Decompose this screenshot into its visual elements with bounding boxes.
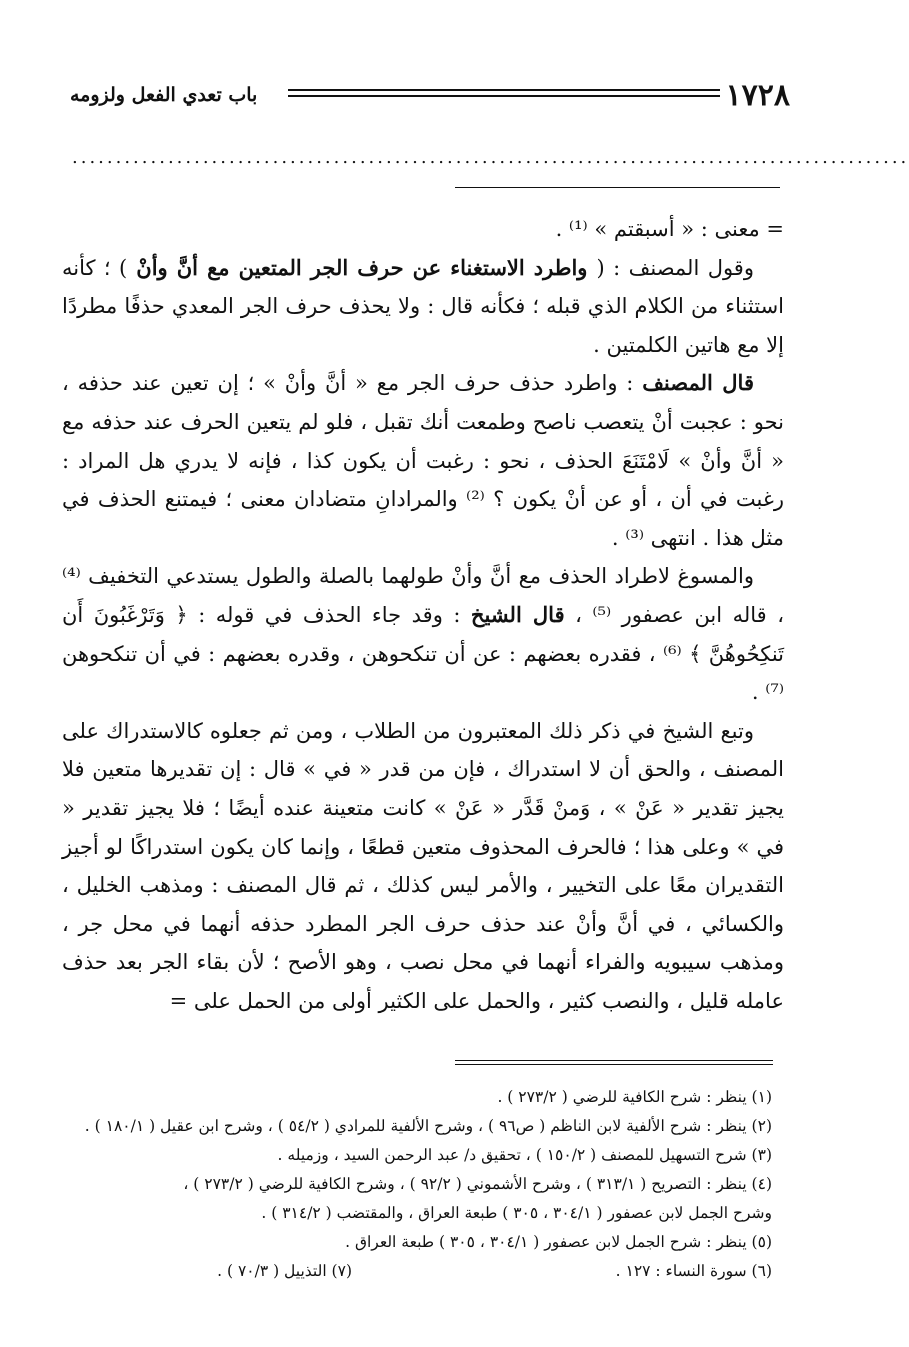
footnote-4a: (٤) ينظر : التصريح ( ٣١٣/١ ) ، وشرح الأشموني ( ٩٢/٢ ) ، وشرح الكافية للرضي ( ٢٧٣/٢ ) ،	[183, 1175, 772, 1193]
sheikh-label: قال الشيخ	[470, 601, 565, 627]
author-label: قال المصنف	[642, 370, 754, 396]
footnote-5: (٥) ينظر : شرح الجمل لابن عصفور ( ٣٠٤/١ ، ٣٠٥ ) طبعة العراق .	[345, 1233, 772, 1251]
footnote-row-6-7	[60, 1257, 772, 1286]
top-rule	[455, 187, 780, 188]
quote-commentary: ) ؛ كأنه استثناء من الكلام الذي قبله ؛ فكأنه قال : ولا يحذف حرف الجر المعدي حذفًا مطردًا إلا مع هاتين الكلمتين .	[62, 255, 784, 357]
justification-text-b: : وقد جاء الحذف في قوله : ﴿ وَتَرْغَبُونَ أَن تَنكِحُوهُنَّ ﴾ ⁽⁶⁾ ، فقدره بعضهم : عن أن تنكحوهن ، وقدره بعضهم : في أن تنكحوهن ⁽⁷⁾ .	[62, 602, 784, 705]
quoted-rule: واطرد الاستغناء عن حرف الجر المتعين مع أنَّ وأنْ	[127, 254, 597, 280]
paragraph-author-quote	[62, 249, 784, 365]
paragraph-author-statement	[62, 364, 784, 557]
paragraph-justification	[62, 557, 784, 711]
footnote-4b: وشرح الجمل لابن عصفور ( ٣٠٤/١ ، ٣٠٥ ) طبعة العراق ، والمقتضب ( ٣١٤/٢ ) .	[261, 1204, 772, 1222]
footnote-rule	[455, 1060, 773, 1065]
page-number: ١٧٢٨	[725, 78, 790, 113]
dotted-separator: ................................................................................................	[72, 147, 909, 168]
paragraph-continuation: = معنى : « أسبقتم » ⁽¹⁾ .	[555, 217, 784, 241]
author-statement-text: : واطرد حذف حرف الجر مع « أنَّ وأنْ » ؛ إن تعين عند حذفه ، نحو : عجبت أنْ يتعصب ناصح وطمعت أنك تقبل ، فلو لم يتعين الحرف عند حذفه مع « أنَّ وأنْ » لَامْتَنَعَ الحذف ، نحو : رغبت أن يكون كذا ، فإنه لا يدري هل المراد : رغبت في أن ، أو عن أنْ يكون ؟ ⁽²⁾ والمرادانِ متضادان معنى ؛ فيمتنع الحذف في مثل هذا . انتهى ⁽³⁾ .	[62, 371, 785, 550]
chapter-title: باب تعدي الفعل ولزومه	[70, 84, 258, 106]
justification-text-a: والمسوغ لاطراد الحذف مع أنَّ وأنْ طولهما بالصلة والطول يستدعي التخفيف ⁽⁴⁾ ، قاله ابن عصفور ⁽⁵⁾ ،	[62, 564, 784, 627]
footnote-1: (١) ينظر : شرح الكافية للرضي ( ٢٧٣/٢ ) .	[497, 1088, 772, 1106]
header-rule	[288, 89, 720, 97]
main-text	[62, 210, 784, 1020]
footnote-3: (٣) شرح التسهيل للمصنف ( ١٥٠/٢ ) ، تحقيق د/ عبد الرحمن السيد ، وزميله .	[277, 1146, 772, 1164]
footnotes	[60, 1083, 772, 1286]
footnote-7: (٧) التذييل ( ٧٠/٣ ) .	[217, 1262, 352, 1280]
page-header	[70, 76, 790, 116]
footnote-2: (٢) ينظر : شرح الألفية لابن الناظم ( ص٩٦ ) ، وشرح الألفية للمرادي ( ٥٤/٢ ) ، وشرح ابن عقيل ( ١٨٠/١ ) .	[84, 1117, 772, 1135]
footnote-6: (٦) سورة النساء : ١٢٧ .	[615, 1262, 772, 1280]
paragraph-discussion: وتبع الشيخ في ذكر ذلك المعتبرون من الطلاب ، ومن ثم جعلوه كالاستدراك على المصنف ، والحق أن لا استدراك ، فإن من قدر « في » قال : إن تقديرها متعين فلا يجيز تقدير « عَنْ » ، وَمنْ قَدَّر « عَنْ » كانت متعينة عنده أيضًا ؛ فلا يجيز تقدير « في » وعلى هذا ؛ فالحرف المحذوف متعين قطعًا ، وإنما كان يكون استدراكًا لو أجيز التقديران معًا على التخيير ، والأمر ليس كذلك ، ثم قال المصنف : ومذهب الخليل ، والكسائي ، في أنَّ وأنْ عند حذف حرف الجر المطرد حذفه أنهما في محل جر ، ومذهب سيبويه والفراء أنهما في محل نصب ، وهو الأصح ؛ لأن بقاء الجر بعد حذف عامله قليل ، والنصب كثير ، والحمل على الكثير أولى من الحمل على =	[62, 718, 784, 1013]
quote-open: وقول المصنف : (	[596, 255, 754, 280]
